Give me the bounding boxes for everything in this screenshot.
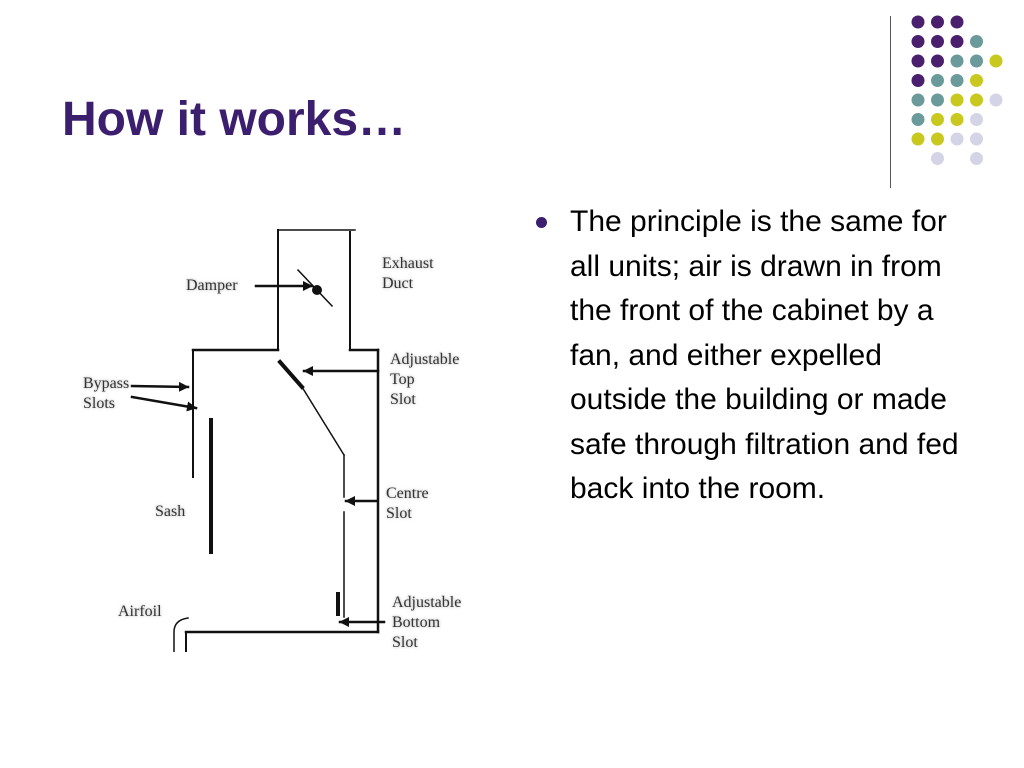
decorative-dot-teal	[970, 35, 983, 48]
decorative-dot-lavender	[931, 152, 944, 165]
label-damper: Damper	[186, 277, 238, 294]
decorative-dot-purple	[951, 35, 964, 48]
decorative-dot-purple	[951, 16, 964, 29]
decorative-dot-purple	[931, 16, 944, 29]
bullet-text: The principle is the same for all units; air is drawn in from the front of the cabinet by a fan, and either expelled outside the building or made safe through filtration and fed back into the room.	[570, 205, 959, 505]
decorative-dot-lavender	[951, 133, 964, 146]
adjustable-top-baffle	[280, 362, 302, 387]
bullet-item	[534, 200, 964, 512]
label-airfoil: Airfoil	[118, 603, 162, 620]
decorative-dot-lavender	[970, 113, 983, 126]
bypass-arrow-upper	[132, 386, 188, 387]
decorative-dot-teal	[951, 74, 964, 87]
decorative-dot-teal	[970, 55, 983, 68]
label-exhaust-duct: Exhaust Duct	[382, 255, 434, 292]
decorative-dot-teal	[912, 94, 925, 107]
slide-title: How it works…	[62, 93, 407, 146]
bypass-arrow-lower	[132, 397, 196, 408]
decorative-dot-lavender	[990, 94, 1003, 107]
decorative-dot-yellow	[912, 133, 925, 146]
decorative-dot-yellow	[951, 113, 964, 126]
decorative-dot-teal	[912, 113, 925, 126]
decorative-dot-yellow	[931, 133, 944, 146]
decorative-dot-yellow	[970, 94, 983, 107]
label-sash: Sash	[155, 503, 186, 520]
decorative-dot-purple	[912, 16, 925, 29]
decorative-dot-yellow	[970, 74, 983, 87]
bullet-list	[534, 200, 964, 512]
decorative-dot-teal	[951, 55, 964, 68]
decorative-dot-purple	[912, 35, 925, 48]
decorative-dot-yellow	[931, 113, 944, 126]
label-centre-slot: Centre Slot	[386, 485, 429, 522]
label-adjustable-top-slot: Adjustable Top Slot	[390, 351, 460, 408]
bullet-dot-icon	[536, 217, 547, 228]
decorative-dot-lavender	[970, 133, 983, 146]
decorative-dot-teal	[931, 74, 944, 87]
decorative-dot-purple	[931, 35, 944, 48]
decorative-dot-yellow	[951, 94, 964, 107]
baffle-slope	[302, 387, 344, 455]
label-adjustable-bottom-slot: Adjustable Bottom Slot	[392, 594, 462, 651]
damper-pivot	[312, 285, 322, 295]
decorative-dot-purple	[912, 74, 925, 87]
decorative-dot-lavender	[970, 152, 983, 165]
decorative-dot-purple	[931, 55, 944, 68]
decorative-dot-purple	[912, 55, 925, 68]
decorative-divider	[890, 16, 891, 188]
label-bypass-slots: Bypass Slots	[83, 375, 130, 412]
fume-cupboard-diagram	[70, 222, 490, 652]
decorative-dot-yellow	[990, 55, 1003, 68]
decorative-dot-teal	[931, 94, 944, 107]
